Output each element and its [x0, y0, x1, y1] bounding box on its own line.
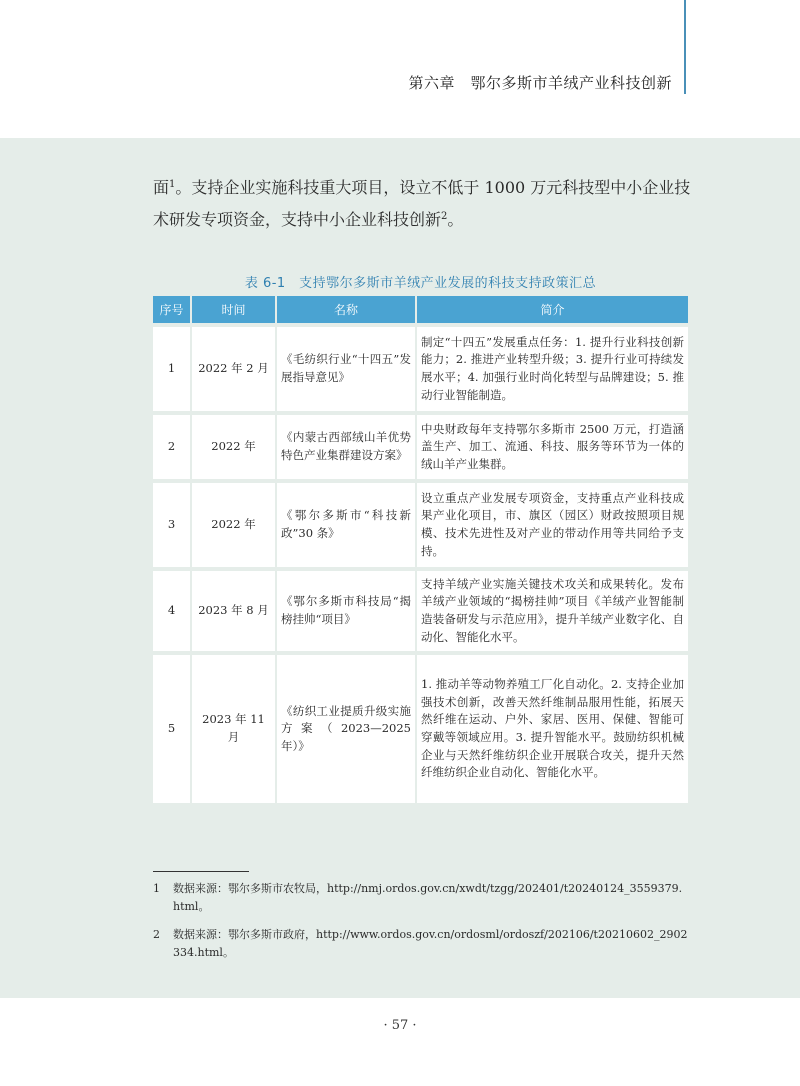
row-name: 《鄂尔多斯市科技局“揭榜挂帅“项目》	[276, 569, 416, 653]
row-time: 2022 年 2 月	[191, 325, 276, 413]
table-row	[153, 413, 688, 481]
table-header-row	[153, 296, 688, 325]
policy-table	[153, 296, 688, 803]
table-caption: 表 6-1 支持鄂尔多斯市羊绒产业发展的科技支持政策汇总	[244, 276, 597, 291]
column-header-intro: 简介	[416, 296, 688, 325]
row-intro: 制定“十四五”发展重点任务：1. 提升行业科技创新能力；2. 推进产业转型升级；3. 提升行业可持续发展水平；4. 加强行业时尚化转型与品牌建设；5. 推动行业智能制造。	[416, 325, 688, 413]
table-row	[153, 569, 688, 653]
page-number: · 57 ·	[383, 1018, 417, 1033]
table-row	[153, 653, 688, 803]
row-time: 2023 年 11 月	[191, 653, 276, 803]
body-text: 。支持企业实施科技重大项目，设立不低于 1000 万元科技型中小企业技	[175, 178, 691, 197]
row-name: 《鄂尔多斯市“科技新政”30 条》	[276, 481, 416, 569]
row-time: 2022 年	[191, 481, 276, 569]
footnote-2	[153, 926, 688, 962]
body-paragraph-line-2	[153, 210, 688, 230]
column-header-name: 名称	[276, 296, 416, 325]
table-row	[153, 481, 688, 569]
chapter-rule	[684, 0, 686, 94]
page-header	[0, 0, 800, 138]
row-intro: 中央财政每年支持鄂尔多斯市 2500 万元，打造涵盖生产、加工、流通、科技、服务等环节为一体的绒山羊产业集群。	[416, 413, 688, 481]
footnote-text: 数据来源：鄂尔多斯市农牧局，http://nmj.ordos.gov.cn/xwdt/tzgg/202401/t20240124_3559379.html。	[173, 882, 683, 913]
body-paragraph-line-1	[153, 178, 691, 198]
row-intro: 支持羊绒产业实施关键技术攻关和成果转化。发布羊绒产业领域的“揭榜挂帅”项目《羊绒产业智能制造装备研发与示范应用》，提升羊绒产业数字化、自动化、智能化水平。	[416, 569, 688, 653]
row-name: 《内蒙古西部绒山羊优势特色产业集群建设方案》	[276, 413, 416, 481]
row-number: 5	[153, 653, 191, 803]
table-row	[153, 325, 688, 413]
footnote-number: 1	[153, 882, 160, 895]
footnote-divider	[153, 871, 249, 872]
row-name: 《毛纺织行业“十四五”发展指导意见》	[276, 325, 416, 413]
row-time: 2022 年	[191, 413, 276, 481]
footnote-ref-1[interactable]: 1	[169, 179, 176, 190]
row-number: 4	[153, 569, 191, 653]
row-number: 1	[153, 325, 191, 413]
row-intro: 设立重点产业发展专项资金，支持重点产业科技成果产业化项目，市、旗区（园区）财政按照项目规模、技术先进性及对产业的带动作用等共同给予支持。	[416, 481, 688, 569]
body-text: 面	[153, 178, 170, 197]
row-number: 2	[153, 413, 191, 481]
column-header-time: 时间	[191, 296, 276, 325]
footnote-number: 2	[153, 928, 160, 941]
footnote-text: 数据来源：鄂尔多斯市政府，http://www.ordos.gov.cn/ordosml/ordoszf/202106/t20210602_2902334.html。	[173, 928, 688, 959]
footnote-ref-2[interactable]: 2	[441, 211, 448, 222]
row-name: 《纺织工业提质升级实施方案（2023—2025 年）》	[276, 653, 416, 803]
footnote-1	[153, 880, 688, 916]
row-number: 3	[153, 481, 191, 569]
body-text: 术研发专项资金，支持中小企业科技创新	[153, 210, 442, 229]
page-footer	[0, 998, 800, 1086]
row-intro: 1. 推动羊等动物养殖工厂化自动化。2. 支持企业加强技术创新，改善天然纤维制品服用性能，拓展天然纤维在运动、户外、家居、医用、保健、智能可穿戴等领域应用。3. 提升智能水平。鼓励纺织机械企业与天然纤维纺织企业开展联合攻关，提升天然纤维纺织企业自动化、智能化水平。	[416, 653, 688, 803]
row-time: 2023 年 8 月	[191, 569, 276, 653]
body-text: 。	[447, 210, 464, 229]
chapter-title: 第六章 鄂尔多斯市羊绒产业科技创新	[408, 74, 672, 92]
column-header-no: 序号	[153, 296, 191, 325]
